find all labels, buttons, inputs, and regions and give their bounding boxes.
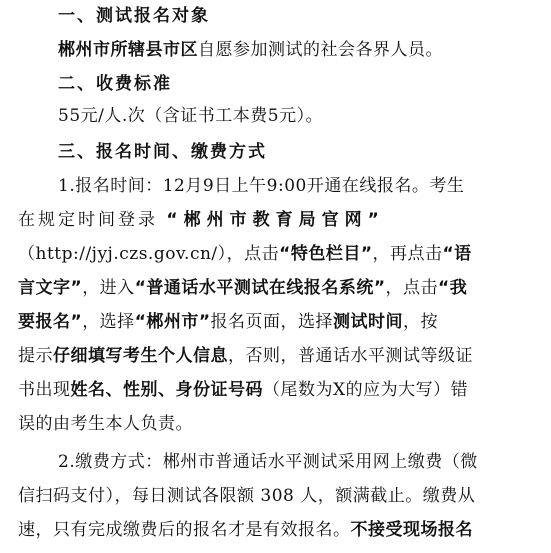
item1-line4 (18, 278, 467, 298)
item2-line2: 信扫码支付），每日测试各限额 308 人，额满截止。缴费从 (18, 486, 476, 506)
test-time: 测试时间 (333, 312, 404, 332)
text: 速，只有完成缴费后的报名才是有效报名。 (18, 520, 351, 540)
text: ，否则，普通话水平测试等级证 (228, 346, 473, 366)
item2-line1: 2.缴费方式：郴州市普通话水平测试采用网上缴费（微 (58, 452, 478, 472)
text: ，按 (403, 312, 439, 332)
city-name: “郴州市” (134, 312, 211, 332)
target-desc: 自愿参加测试的社会各界人员。 (198, 40, 443, 60)
url-text: （http://jyj.czs.gov.cn/），点击 (18, 244, 280, 264)
menu-name: “特色栏目” (279, 244, 373, 264)
item1-line2 (18, 210, 385, 230)
text: 在规定时间登录 (18, 210, 158, 230)
text: ，点击 (385, 278, 439, 298)
no-onsite-notice: 不接受现场报名 (350, 520, 473, 540)
target-region: 郴州市所辖县市区 (58, 40, 198, 60)
text: ，进入 (82, 278, 135, 298)
item1-line1: 1.报名时间：12月9日上午9:00开通在线报名。考生 (58, 176, 465, 196)
text: 书出现 (18, 380, 71, 400)
text: 提示 (18, 346, 53, 366)
section-heading-3: 三、报名时间、缴费方式 (58, 142, 267, 162)
site-name: “郴州市教育局官网” (166, 210, 385, 230)
button-name-end: 要报名” (18, 312, 83, 332)
section-heading-1: 一、测试报名对象 (58, 6, 210, 26)
item1-line8: 误的由考生本人负责。 (18, 414, 193, 434)
menu-name-2-start: “语 (442, 244, 472, 264)
menu-name-2-end: 言文字” (18, 278, 83, 298)
paragraph-target (58, 40, 443, 60)
text: 报名页面，选择 (210, 312, 334, 332)
section-heading-2: 二、收费标准 (58, 74, 172, 94)
text: （尾数为X的应为大写）错 (263, 380, 469, 400)
paragraph-fee: 55元/人.次（含证书工本费5元）。 (58, 106, 324, 126)
text: ，再点击 (372, 244, 443, 264)
system-name: “普通话水平测试在线报名系统” (134, 278, 386, 298)
item1-line3 (18, 244, 472, 264)
fill-info: 仔细填写考生个人信息 (53, 346, 228, 366)
item1-line7 (18, 380, 468, 400)
item1-line6 (18, 346, 473, 366)
item2-line3 (18, 520, 473, 540)
item1-line5 (18, 312, 438, 332)
id-fields: 姓名、性别、身份证号码 (70, 380, 263, 400)
text: ，选择 (82, 312, 135, 332)
button-name-start: “我 (438, 278, 468, 298)
